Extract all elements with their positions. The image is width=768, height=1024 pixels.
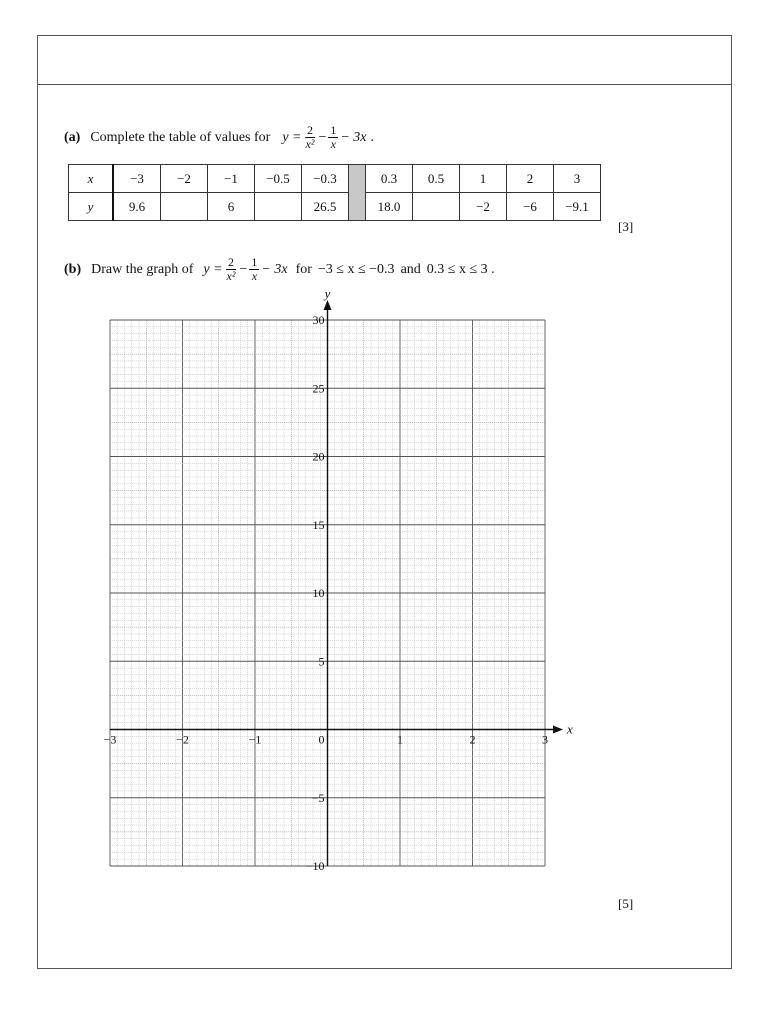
part-a-frac1: $\frac{2}{\text{x²}}$ <box>305 123 315 151</box>
part-b-and: and <box>400 261 421 277</box>
y-tick-label: 5 <box>318 654 325 669</box>
x-tick-label: −3 <box>103 732 117 747</box>
table-cell: 18.0 <box>366 193 413 221</box>
table-cell: 3 <box>554 165 601 193</box>
part-b-domain-1: −3 ≤ x ≤ −0.3 <box>317 261 395 277</box>
y-axis-label: y <box>324 286 331 301</box>
x-tick-label: 3 <box>542 732 548 747</box>
part-a-marks: [3] <box>618 219 634 234</box>
table-cell: 2 <box>507 165 554 193</box>
part-b-minus: − <box>239 261 248 277</box>
x-tick-label: 0 <box>318 732 325 747</box>
y-tick-label: −10 <box>305 859 325 873</box>
table-cell: 26.5 <box>302 193 349 221</box>
part-b-text: Draw the graph of <box>91 261 194 277</box>
part-a-eq-lhs: y = <box>282 129 302 145</box>
x-tick-label: 1 <box>397 732 403 747</box>
table-cell: 0.3 <box>366 165 413 193</box>
part-b-domain-2: 0.3 ≤ x ≤ 3 . <box>426 261 495 277</box>
table-cell: −9.1 <box>554 193 601 221</box>
part-a-minus: − <box>318 129 327 145</box>
x-tick-label: −2 <box>176 732 189 747</box>
x-axis-arrow-icon <box>553 726 563 734</box>
part-b-label: (b) <box>64 261 82 277</box>
table-cell: 0.5 <box>413 165 460 193</box>
part-a-label: (a) <box>64 129 81 145</box>
y-tick-label: −5 <box>311 790 325 805</box>
part-b-frac1: $\frac{2}{\text{x²}}$ <box>226 255 236 283</box>
y-tick-label: 15 <box>312 517 325 532</box>
y-tick-label: 10 <box>312 586 325 600</box>
table-cell: −0.5 <box>255 165 302 193</box>
axes <box>110 300 563 866</box>
part-a-frac2: $\frac{1}{x}$ <box>330 123 337 151</box>
part-b-eq-lhs: y = <box>203 261 223 277</box>
table-cell: −2 <box>460 193 507 221</box>
table-y-label: y <box>69 193 114 221</box>
table-cell: −0.3 <box>302 165 349 193</box>
table-cell: −3 <box>113 165 161 193</box>
table-cell: 1 <box>460 165 507 193</box>
part-b-marks: [5] <box>618 896 634 911</box>
table-x-label: x <box>69 165 114 193</box>
table-cell: −2 <box>161 165 208 193</box>
part-a-text: Complete the table of values for <box>90 129 271 145</box>
part-b-eq-rest: − 3x <box>261 261 288 277</box>
table-cell: −1 <box>208 165 255 193</box>
x-tick-label: 2 <box>469 732 476 747</box>
table-cell: 6 <box>208 193 255 221</box>
x-tick-label: −1 <box>248 732 262 747</box>
y-tick-label: 25 <box>312 381 325 396</box>
part-b-frac2: $\frac{1}{x}$ <box>251 255 258 283</box>
x-axis-label: x <box>567 721 573 737</box>
part-a-eq-end: . <box>370 129 375 145</box>
y-axis-arrow-icon <box>324 300 332 310</box>
y-tick-label: 20 <box>312 449 325 464</box>
part-b-for: for <box>295 261 312 277</box>
table-cell: −6 <box>507 193 554 221</box>
table-cell: 9.6 <box>113 193 161 221</box>
y-tick-label: 30 <box>312 313 325 327</box>
part-a-eq-rest: − 3x <box>340 129 367 145</box>
